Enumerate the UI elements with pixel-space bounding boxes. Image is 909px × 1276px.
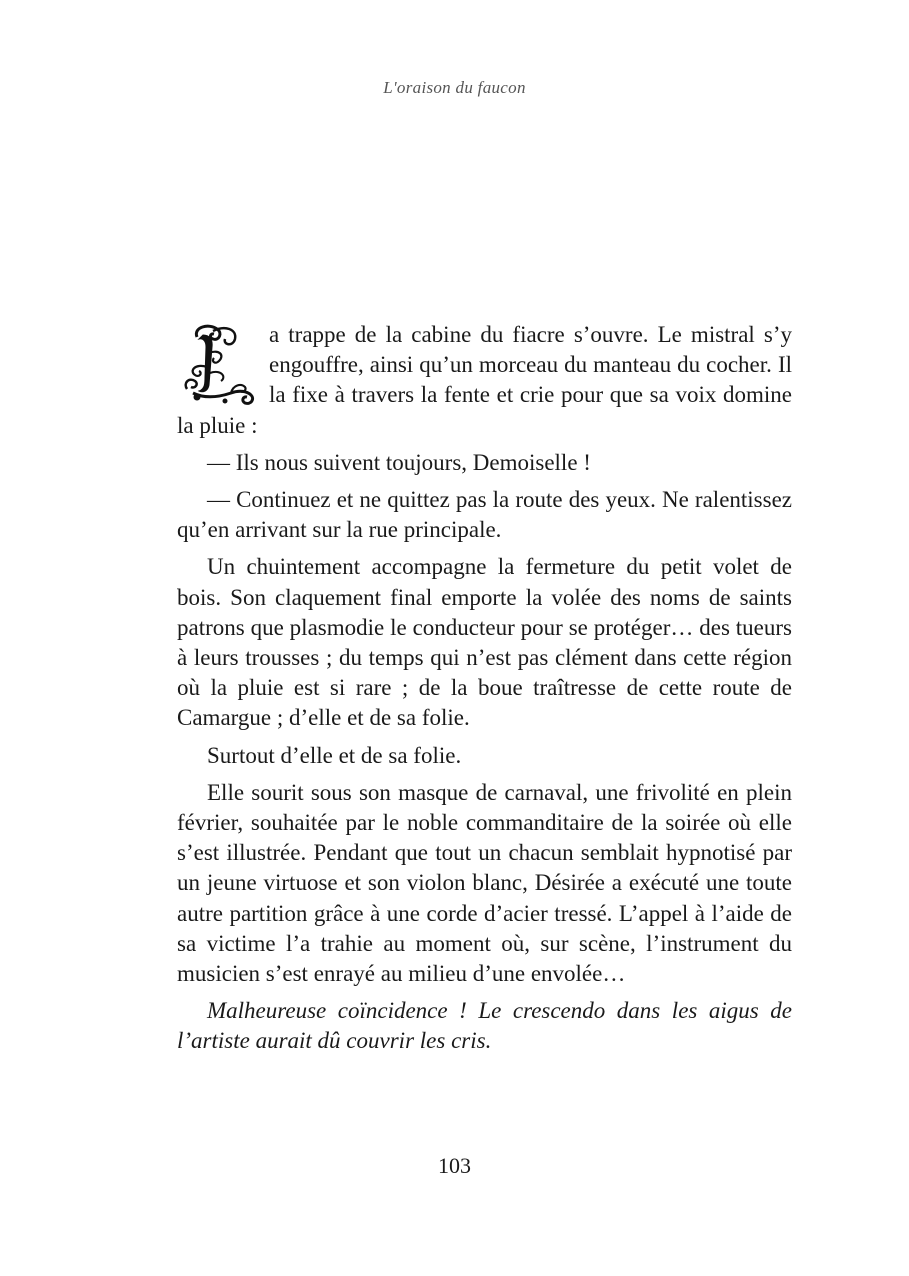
paragraph-3: — Continuez et ne quittez pas la route des yeux. Ne ralentissez qu’en arrivant sur la rue principale. <box>177 487 792 543</box>
page-number: 103 <box>438 1153 471 1178</box>
running-header: L'oraison du faucon <box>383 78 526 97</box>
ornamental-dropcap-l <box>179 323 265 407</box>
body-text <box>177 320 792 1064</box>
paragraph-7-italic: Malheureuse coïncidence ! Le crescendo dans les aigus de l’artiste aurait dû couvrir les cris. <box>177 998 792 1054</box>
paragraph-4: Un chuintement accompagne la fermeture du petit volet de bois. Son claquement final emporte la volée des noms de saints patrons que plasmodie le conducteur pour se protéger… des tueurs à leurs trousses ; du temps qui n’est pas clément dans cette région où la pluie est si rare ; de la boue traîtresse de cette route de Camargue ; d’elle et de sa folie. <box>177 554 792 731</box>
paragraph-6: Elle sourit sous son masque de carnaval, une frivolité en plein février, souhaitée par le noble commanditaire de la soirée où elle s’est illustrée. Pendant que tout un chacun semblait hypnotisé par un jeune virtuose et son violon blanc, Désirée a exécuté une toute autre partition grâce à une corde d’acier tressé. L’appel à l’aide de sa victime l’a trahie au moment où, sur scène, l’instrument du musicien s’est enrayé au milieu d’une envolée… <box>177 779 792 987</box>
paragraph-text: a trappe de la cabine du fiacre s’ouvre. Le mistral s’y engouffre, ainsi qu’un morceau du manteau du cocher. Il la fixe à travers la fente et crie pour que sa voix domine la pluie : <box>177 322 792 438</box>
paragraph-5: Surtout d’elle et de sa folie. <box>207 742 462 768</box>
paragraph-2: — Ils nous suivent toujours, Demoiselle ! <box>207 449 591 475</box>
paragraph-1 <box>177 320 792 441</box>
